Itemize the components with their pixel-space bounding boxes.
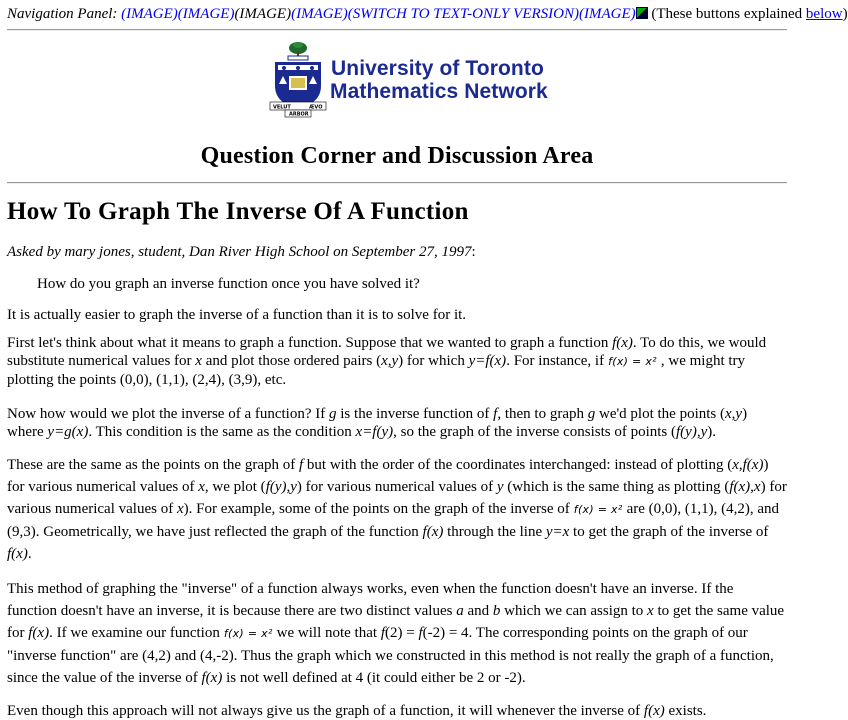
math-fx-equals-x-squared: f(x) = x² [608, 355, 657, 368]
nav-image-link-1[interactable]: (IMAGE) [121, 6, 178, 22]
motto-mid: ARBOR [289, 111, 309, 118]
paragraph-5: This method of graphing the "inverse" of a function always works, even when the function doesn't have an inverse. If the function doesn't have an inverse, it is because there are two distinct values a and b which we can assign to x to get the same value for f(x). If we examine our function f(x) = x² we will note that f(2) = f(-2) = 4. The corresponding points on the graph of our "inverse function" are (4,2) and (4,-2). Thus the graph which we constructed in this method is not really the graph of a function, since the value of the inverse of f(x) is not well defined at 4 (it could either be 2 or -2). [7, 581, 785, 686]
nav-image-link-4[interactable]: (IMAGE) [291, 6, 348, 22]
nav-explain-suffix: ) [842, 6, 848, 22]
section-title: Question Corner and Discussion Area [200, 143, 594, 169]
page [7, 0, 848, 720]
nav-small-icon[interactable] [636, 7, 648, 19]
asked-by [7, 243, 787, 261]
university-line-2: Mathematics Network [330, 80, 548, 103]
asked-by-text: Asked by mary jones, student, Dan River High School on September 27, 1997 [7, 244, 472, 260]
divider-section [7, 182, 787, 184]
university-crest-icon [269, 40, 327, 118]
page-title: How To Graph The Inverse Of A Function [7, 198, 469, 225]
university-name [330, 57, 548, 103]
logo-banner [7, 40, 787, 126]
divider-top [7, 29, 787, 31]
paragraph-6: Even though this approach will not always give us the graph of a function, it will whenever the inverse of f(x) exists. [7, 703, 707, 719]
paragraph-4: These are the same as the points on the graph of f but with the order of the coordinates interchanged: instead of plotting (x,f(x)) for various numerical values of x, we plot (f(y),y) for various numerical values of y (which is the same thing as plotting (f(x),x) for various numerical values of x). For example, some of the points on the graph of the inverse of f(x) = x² are (0,0), (1,1), (4,2), and (9,3). Geometrically, we have just reflected the graph of the function f(x) through the line y=x to get the graph of the inverse of f(x). [7, 457, 787, 562]
paragraph-3: Now how would we plot the inverse of a function? If g is the inverse function of f, then to graph g we'd plot the points (x,y) where y=g(x). This condition is the same as the condition x=f(y), so the graph of the inverse consists of points (f(y),y). [7, 406, 748, 440]
math-fx-equals-x-squared-3: f(x) = x² [223, 627, 273, 640]
nav-explain-prefix: (These buttons explained [651, 6, 803, 22]
motto-left: VELUT [273, 104, 291, 111]
nav-label: Navigation Panel: [7, 6, 118, 22]
nav-image-link-6[interactable]: (IMAGE) [578, 6, 636, 22]
asked-by-colon: : [471, 244, 476, 260]
nav-explain-below-link[interactable]: below [805, 6, 843, 22]
navigation-panel [7, 5, 848, 23]
question-text: How do you graph an inverse function once you have solved it? [37, 276, 420, 292]
math-fx-equals-x-squared-2: f(x) = x² [573, 503, 623, 516]
paragraph-2: First let's think about what it means to graph a function. Suppose that we wanted to graph a function f(x). To do this, we would substitute numerical values for x and plot those ordered pairs (x,y) for which y=f(x). For instance, if f(x) = x² , we might try plotting the points (0,0), (1,1), (2,4), (3,9), etc. [7, 335, 767, 388]
nav-image-link-2[interactable]: (IMAGE) [177, 6, 235, 22]
motto-right: ÆVO [309, 104, 323, 111]
nav-image-3: (IMAGE) [234, 6, 292, 22]
university-line-1: University of Toronto [331, 57, 544, 80]
nav-text-only-link[interactable]: (SWITCH TO TEXT-ONLY VERSION) [347, 6, 579, 22]
paragraph-1: It is actually easier to graph the inverse of a function than it is to solve for it. [7, 307, 467, 323]
